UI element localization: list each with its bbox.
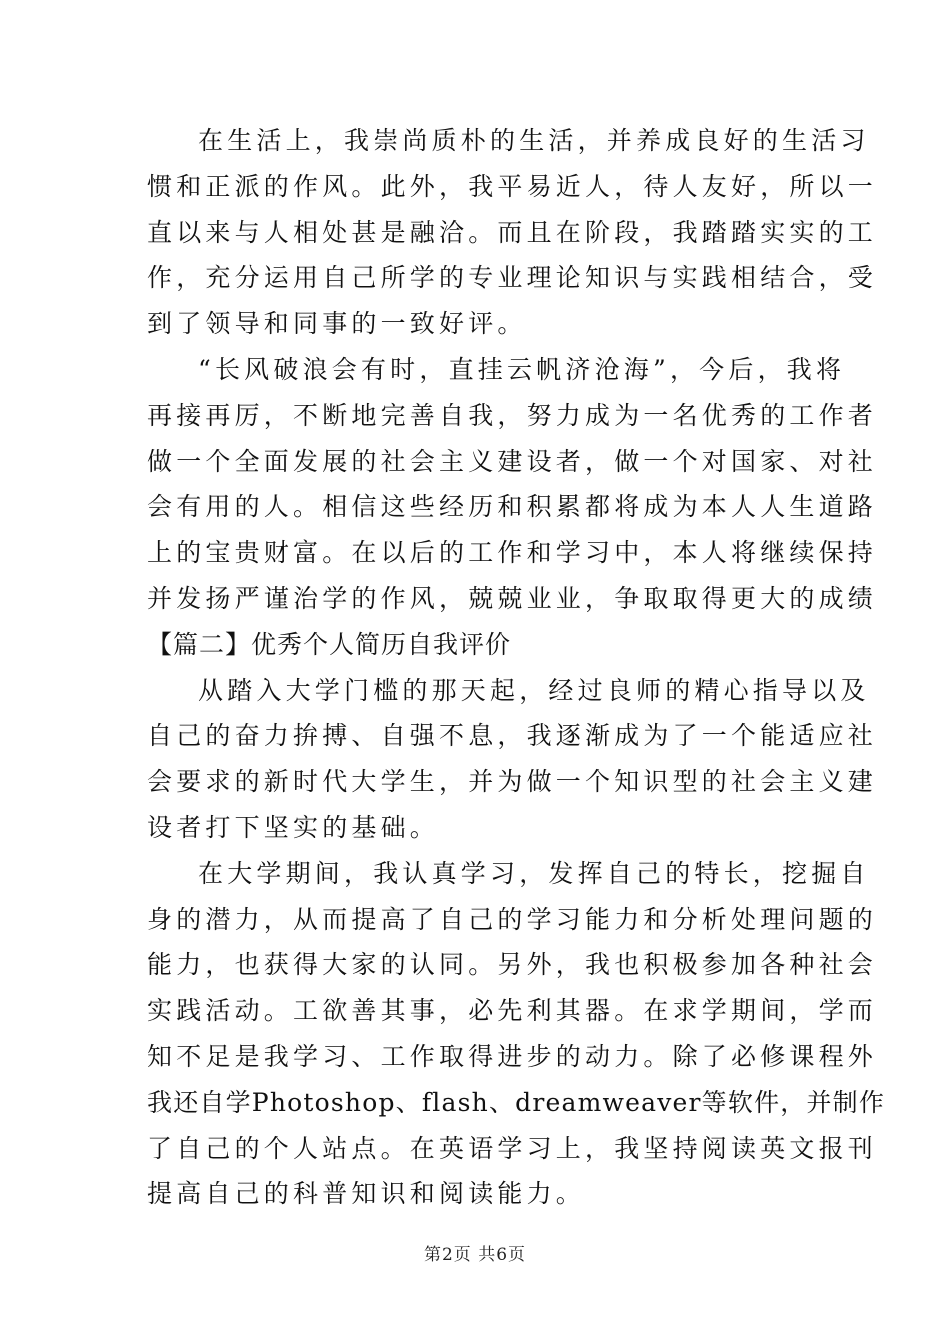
paragraph-line: 知不足是我学习、工作取得进步的动力。除了必修课程外 (147, 1041, 878, 1071)
paragraph-line: 到了领导和同事的一致好评。 (147, 309, 527, 339)
paragraph-line: 会要求的新时代大学生，并为做一个知识型的社会主义建 (147, 767, 878, 797)
paragraph-line: 身的潜力，从而提高了自己的学习能力和分析处理问题的 (147, 904, 878, 934)
paragraph-line: 再接再厉，不断地完善自我，努力成为一名优秀的工作者 (147, 400, 878, 430)
paragraph-line: 上的宝贵财富。在以后的工作和学习中，本人将继续保持 (147, 538, 878, 568)
paragraph-line: 自己的奋力拚搏、自强不息，我逐渐成为了一个能适应社 (147, 721, 878, 751)
paragraph-line: 从踏入大学门槛的那天起，经过良师的精心指导以及 (198, 675, 870, 705)
section-heading: 【篇二】优秀个人简历自我评价 (147, 629, 512, 659)
paragraph-line: 并发扬严谨治学的作风，兢兢业业，争取取得更大的成绩 (147, 583, 878, 613)
paragraph-line: 提高自己的科普知识和阅读能力。 (147, 1179, 586, 1209)
paragraph-line: 会有用的人。相信这些经历和积累都将成为本人人生道路 (147, 492, 878, 522)
page-footer: 第2页 共6页 (423, 1245, 527, 1265)
paragraph-line: 设者打下坚实的基础。 (147, 812, 440, 842)
paragraph-line: 我还自学Photoshop、flash、dreamweaver等软件，并制作 (147, 1087, 886, 1117)
document-body (147, 118, 886, 1217)
paragraph-line: 了自己的个人站点。在英语学习上，我坚持阅读英文报刊 (147, 1133, 878, 1163)
paragraph-line: 能力，也获得大家的认同。另外，我也积极参加各种社会 (147, 950, 878, 980)
paragraph-line: 在生活上，我崇尚质朴的生活，并养成良好的生活习 (198, 126, 870, 155)
paragraph-line: 直以来与人相处甚是融洽。而且在阶段，我踏踏实实的工 (147, 217, 878, 247)
paragraph-line: 实践活动。工欲善其事，必先利其器。在求学期间，学而 (147, 996, 878, 1026)
paragraph-line: 惯和正派的作风。此外，我平易近人，待人友好，所以一 (147, 171, 878, 201)
paragraph-line: 在大学期间，我认真学习，发挥自己的特长，挖掘自 (198, 858, 870, 888)
paragraph-line: 作，充分运用自己所学的专业理论知识与实践相结合，受 (147, 263, 878, 293)
paragraph-line: 做一个全面发展的社会主义建设者，做一个对国家、对社 (147, 446, 878, 476)
paragraph-line: “长风破浪会有时，直挂云帆济沧海”，今后，我将 (198, 354, 846, 384)
